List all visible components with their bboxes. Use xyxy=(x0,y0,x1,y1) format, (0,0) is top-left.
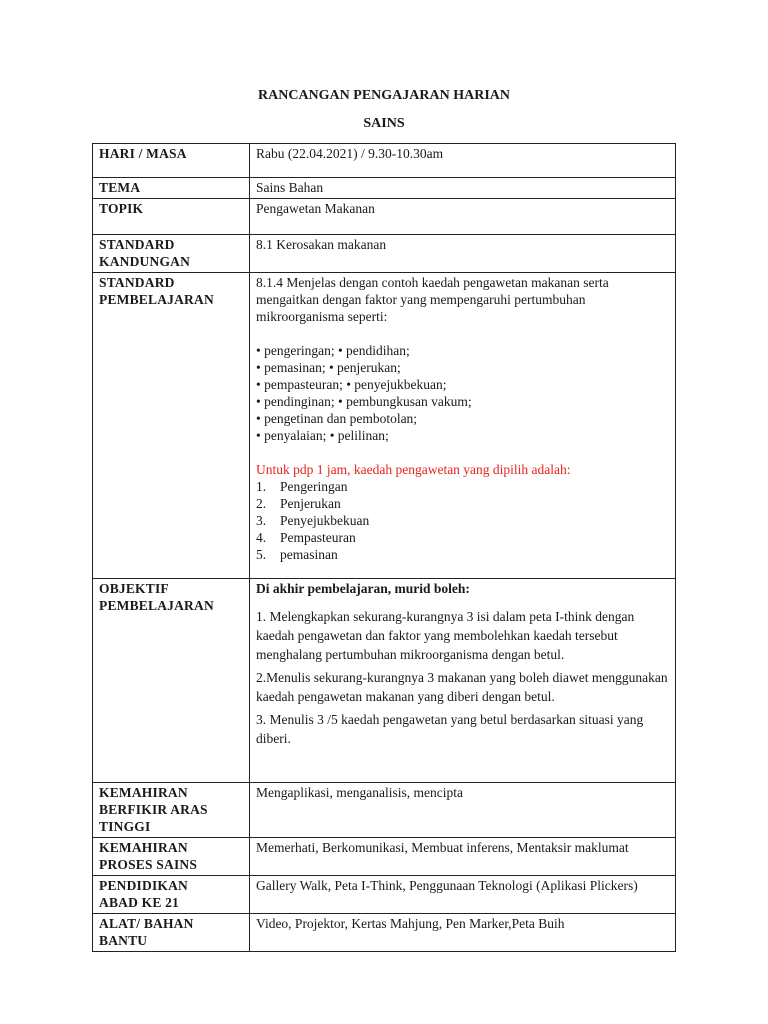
label-line: KANDUNGAN xyxy=(99,254,191,269)
label-line: PROSES SAINS xyxy=(99,857,198,872)
label-line: STANDARD xyxy=(99,237,175,252)
list-text: Pempasteuran xyxy=(280,530,356,545)
method-item: • pemasinan; • penjerukan; xyxy=(256,360,401,375)
table-row xyxy=(93,178,676,199)
table-row xyxy=(93,783,676,838)
tema-value: Sains Bahan xyxy=(250,178,676,199)
table-row xyxy=(93,579,676,783)
standard-kandungan-value: 8.1 Kerosakan makanan xyxy=(250,235,676,273)
kps-label xyxy=(93,838,250,876)
objektif-label xyxy=(93,579,250,783)
table-row xyxy=(93,199,676,235)
table-row xyxy=(93,235,676,273)
table-row xyxy=(93,876,676,914)
label-line: BANTU xyxy=(99,933,148,948)
tema-label: TEMA xyxy=(93,178,250,199)
kbat-label xyxy=(93,783,250,838)
standard-pembelajaran-label xyxy=(93,273,250,579)
list-item xyxy=(256,478,669,495)
list-text: Penyejukbekuan xyxy=(280,513,370,528)
table-row xyxy=(93,914,676,952)
topik-value: Pengawetan Makanan xyxy=(250,199,676,235)
list-number: 2. xyxy=(256,496,267,511)
kps-value: Memerhati, Berkomunikasi, Membuat inferens, Mentaksir maklumat xyxy=(250,838,676,876)
list-number: 5. xyxy=(256,547,267,562)
document-title: RANCANGAN PENGAJARAN HARIAN xyxy=(258,88,510,103)
hari-masa-value: Rabu (22.04.2021) / 9.30-10.30am xyxy=(250,144,676,178)
sp-intro: 8.1.4 Menjelas dengan contoh kaedah pengawetan makanan serta mengaitkan dengan faktor yang mempengaruhi pertumbuhan mikroorganisma seperti: xyxy=(256,275,609,324)
objektif-heading: Di akhir pembelajaran, murid boleh: xyxy=(256,581,470,596)
alat-bahan-label xyxy=(93,914,250,952)
label-line: KEMAHIRAN xyxy=(99,785,188,800)
label-line: PEMBELAJARAN xyxy=(99,292,214,307)
objektif-item: 2.Menulis sekurang-kurangnya 3 makanan yang boleh diawet menggunakan kaedah pengawetan makanan yang diberi dengan betul. xyxy=(256,670,668,704)
list-item xyxy=(256,546,669,563)
label-line: TINGGI xyxy=(99,819,151,834)
lesson-plan-table xyxy=(92,143,676,952)
objektif-value xyxy=(250,579,676,783)
method-item: • penyalaian; • pelilinan; xyxy=(256,428,389,443)
standard-kandungan-label xyxy=(93,235,250,273)
label-line: PEMBELAJARAN xyxy=(99,598,214,613)
label-line: OBJEKTIF xyxy=(99,581,169,596)
objektif-item: 3. Menulis 3 /5 kaedah pengawetan yang betul berdasarkan situasi yang diberi. xyxy=(256,712,644,746)
list-item xyxy=(256,512,669,529)
method-item: • pendinginan; • pembungkusan vakum; xyxy=(256,394,472,409)
table-row xyxy=(93,838,676,876)
table-row xyxy=(93,144,676,178)
list-number: 1. xyxy=(256,479,267,494)
label-line: ALAT/ BAHAN xyxy=(99,916,194,931)
standard-pembelajaran-value xyxy=(250,273,676,579)
list-item xyxy=(256,529,669,546)
method-item: • pempasteuran; • penyejukbekuan; xyxy=(256,377,447,392)
list-text: pemasinan xyxy=(280,547,338,562)
label-line: ABAD KE 21 xyxy=(99,895,180,910)
list-item xyxy=(256,495,669,512)
subject-title: SAINS xyxy=(363,116,405,131)
method-item: • pengetinan dan pembotolan; xyxy=(256,411,418,426)
abad21-label xyxy=(93,876,250,914)
list-text: Penjerukan xyxy=(280,496,341,511)
list-number: 3. xyxy=(256,513,267,528)
list-text: Pengeringan xyxy=(280,479,348,494)
table-row xyxy=(93,273,676,579)
sp-note: Untuk pdp 1 jam, kaedah pengawetan yang dipilih adalah: xyxy=(256,462,571,477)
kbat-value: Mengaplikasi, menganalisis, mencipta xyxy=(250,783,676,838)
method-item: • pengeringan; • pendidihan; xyxy=(256,343,410,358)
label-line: BERFIKIR ARAS xyxy=(99,802,208,817)
label-line: KEMAHIRAN xyxy=(99,840,188,855)
objektif-item: 1. Melengkapkan sekurang-kurangnya 3 isi dalam peta I-think dengan kaedah pengawetan dan faktor yang membolehkan kaedah tersebut menghalang pertumbuhan mikroorganisma dengan betul. xyxy=(256,609,635,662)
list-number: 4. xyxy=(256,530,267,545)
alat-bahan-value: Video, Projektor, Kertas Mahjung, Pen Marker,Peta Buih xyxy=(250,914,676,952)
topik-label: TOPIK xyxy=(93,199,250,235)
hari-masa-label: HARI / MASA xyxy=(93,144,250,178)
label-line: STANDARD xyxy=(99,275,175,290)
label-line: PENDIDIKAN xyxy=(99,878,189,893)
abad21-value: Gallery Walk, Peta I-Think, Penggunaan Teknologi (Aplikasi Plickers) xyxy=(250,876,676,914)
